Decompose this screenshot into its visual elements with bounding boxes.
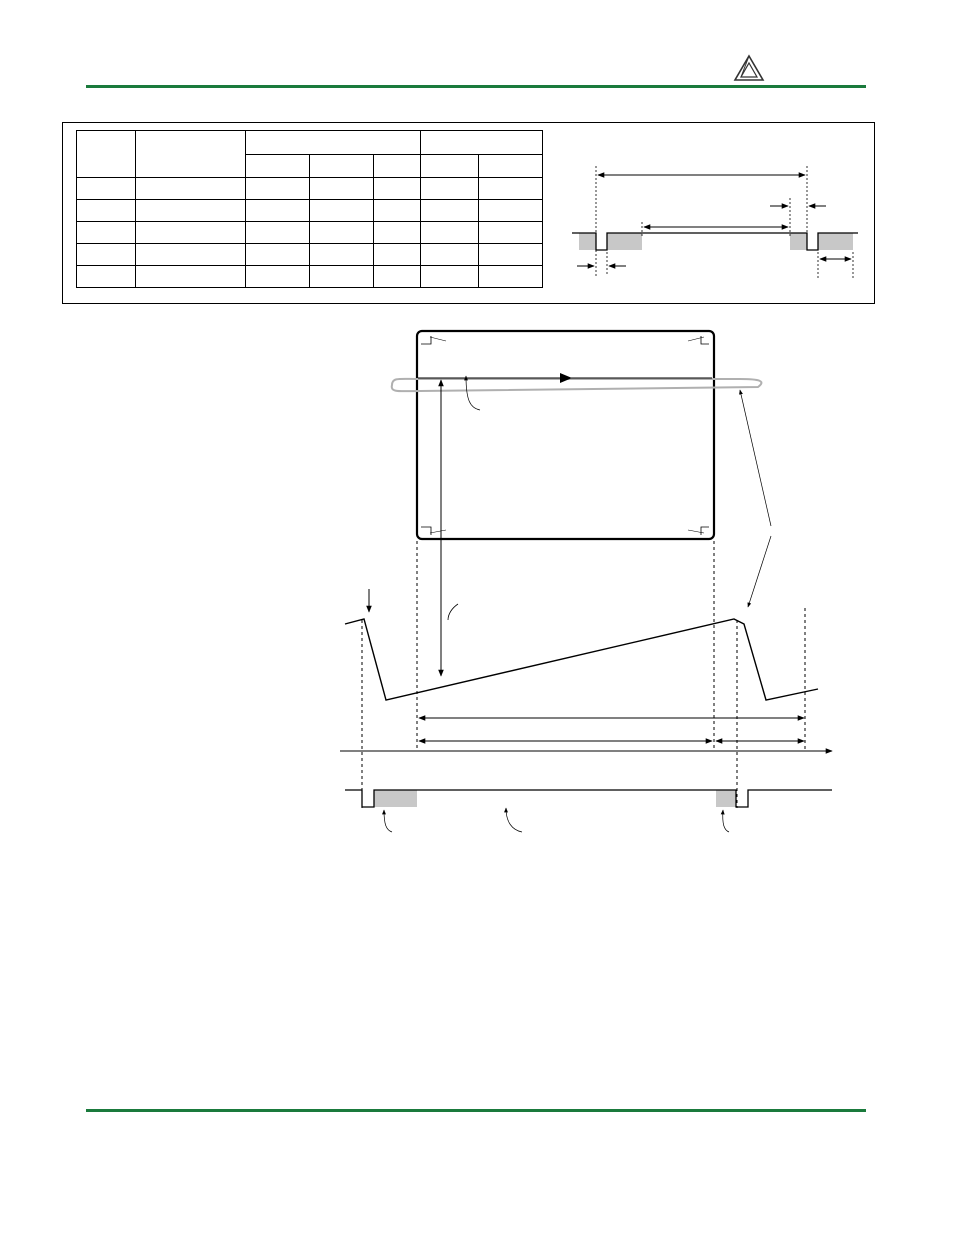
blanking-shade — [716, 790, 736, 807]
corner-pointer — [688, 337, 704, 341]
callout-pointer — [740, 390, 771, 526]
corner-mark — [701, 527, 709, 535]
blanking-shade — [579, 233, 596, 250]
corner-pointer — [688, 530, 704, 533]
callout-pointer — [748, 536, 771, 607]
blanking-shade — [818, 233, 853, 250]
callout-pointer — [723, 810, 729, 832]
brace — [448, 604, 458, 620]
callout-pointer — [466, 376, 480, 410]
blanking-shade — [374, 790, 417, 807]
callout-pointer — [506, 808, 522, 832]
screen-frame — [417, 331, 714, 539]
sync-pulse-diagram — [572, 166, 858, 278]
corner-pointer — [430, 530, 446, 533]
corner-pointer — [430, 337, 446, 341]
scan-direction-arrow — [560, 373, 572, 383]
callout-pointer — [384, 810, 392, 832]
corner-mark — [421, 527, 431, 535]
sync-signal-diagram — [345, 790, 832, 832]
sawtooth-waveform — [345, 619, 818, 700]
footer-rule — [86, 1109, 866, 1112]
raster-scan-loop — [392, 379, 762, 391]
sync-waveform — [345, 790, 832, 807]
sawtooth-diagram — [340, 541, 832, 808]
corner-mark — [421, 336, 431, 344]
blanking-shade — [790, 233, 807, 250]
blanking-shade — [607, 233, 642, 250]
